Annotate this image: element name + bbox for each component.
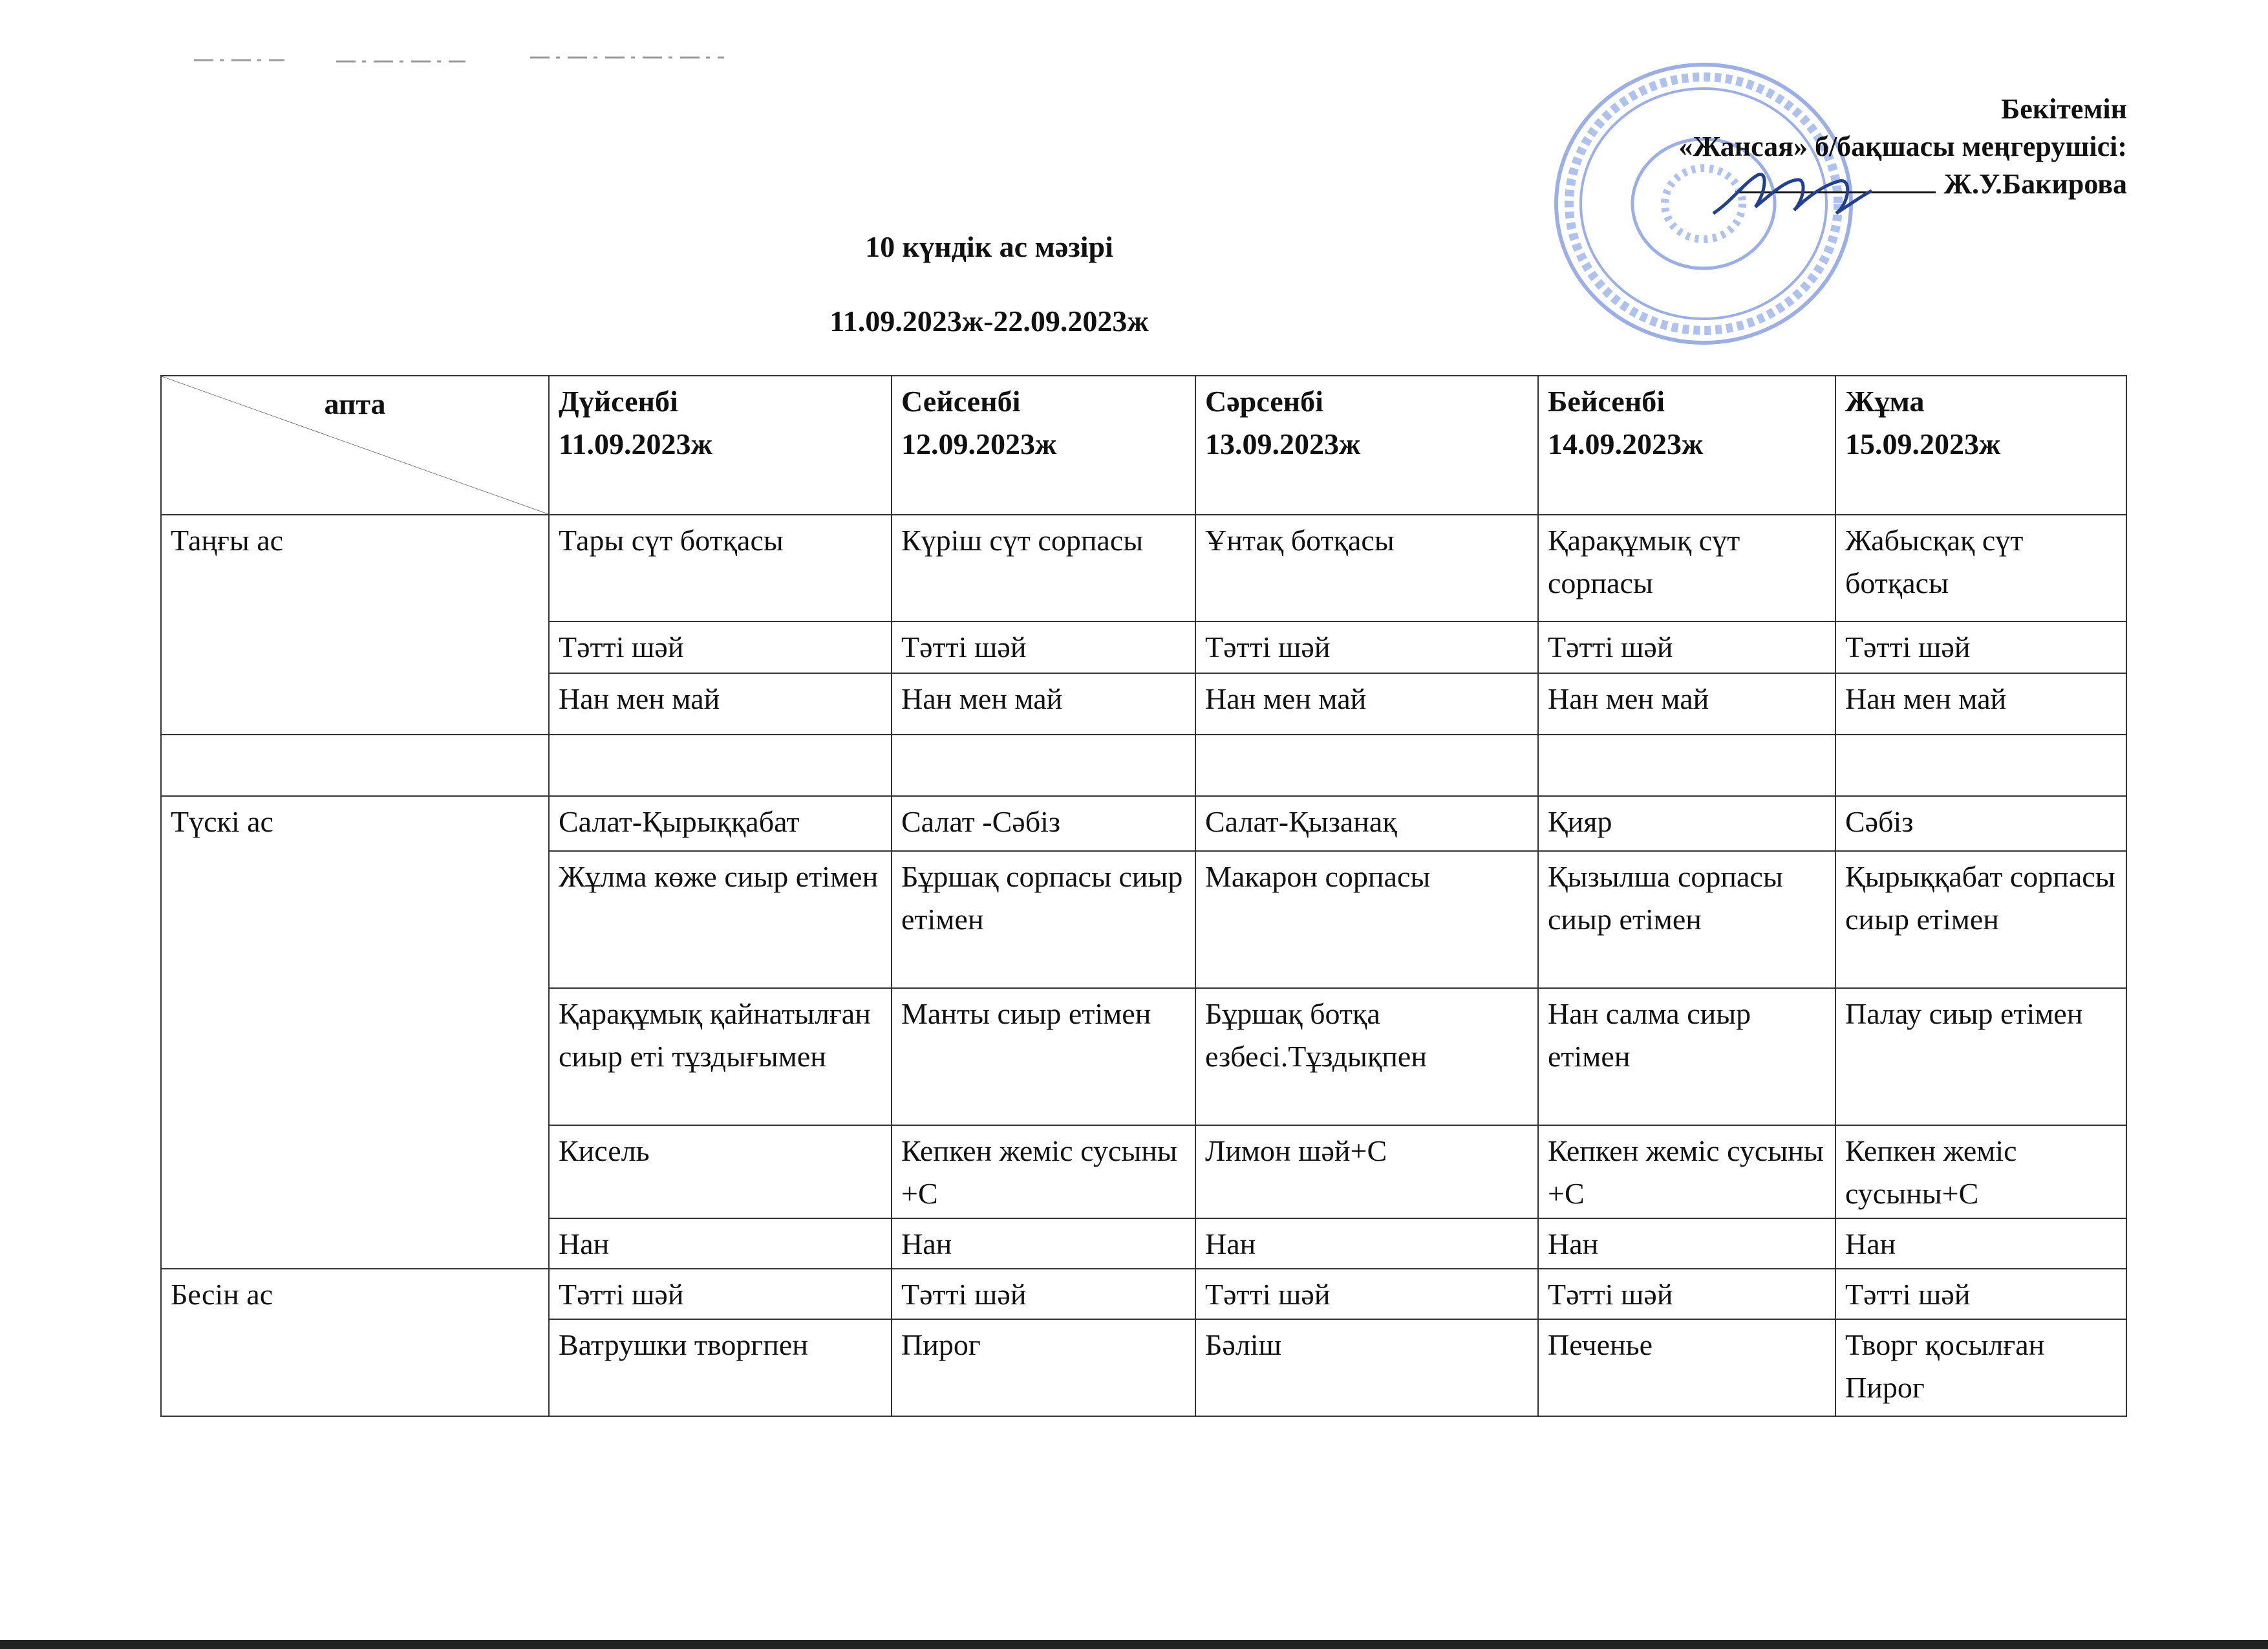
menu-cell: Салат -Сәбіз [892,796,1195,851]
menu-cell: Жұлма көже сиыр етімен [549,851,892,988]
corner-header [161,376,549,515]
day-date: 12.09.2023ж [901,427,1057,460]
menu-cell: Пирог [892,1319,1195,1416]
empty-cell [892,735,1195,796]
day-name: Сәрсенбі [1205,385,1323,418]
menu-cell: Манты сиыр етімен [892,988,1195,1125]
menu-cell: Тәтті шәй [1195,621,1538,673]
table-row [161,515,2126,621]
empty-row [161,735,2126,796]
menu-cell: Нан мен май [549,673,892,735]
menu-cell: Тәтті шәй [549,1269,892,1319]
approval-heading: Бекітемін [2001,93,2127,125]
approval-position: «Жансая» б/бақшасы меңгерушісі: [1678,131,2127,162]
empty-cell [1538,735,1835,796]
menu-cell: Тәтті шәй [1195,1269,1538,1319]
menu-cell: Тәтті шәй [1538,621,1835,673]
menu-cell: Қияр [1538,796,1835,851]
menu-cell: Макарон сорпасы [1195,851,1538,988]
menu-cell: Салат-Қызанақ [1195,796,1538,851]
menu-cell: Палау сиыр етімен [1835,988,2126,1125]
menu-cell: Нан [1195,1218,1538,1269]
menu-cell: Тәтті шәй [549,621,892,673]
table-row [161,796,2126,851]
day-date: 15.09.2023ж [1845,427,2001,460]
menu-cell: Бұршақ сорпасы сиыр етімен [892,851,1195,988]
menu-cell: Жабысқақ сүт ботқасы [1835,515,2126,621]
menu-table [160,375,2127,1417]
empty-cell [161,735,549,796]
menu-cell: Сәбіз [1835,796,2126,851]
menu-cell: Салат-Қырыққабат [549,796,892,851]
day-header [1195,376,1538,515]
table-row [161,1269,2126,1319]
menu-cell: Нан [1835,1218,2126,1269]
menu-cell: Кисель [549,1125,892,1218]
menu-cell: Нан салма сиыр етімен [1538,988,1835,1125]
menu-cell: Нан [892,1218,1195,1269]
page-title: 10 күндік ас мәзірі [865,230,1113,263]
handwritten-signature [1707,155,1875,233]
menu-cell: Нан мен май [892,673,1195,735]
menu-cell: Творг қосылған Пирог [1835,1319,2126,1416]
menu-cell: Бұршақ ботқа езбесі.Тұздықпен [1195,988,1538,1125]
scan-edge-bar [0,1640,2268,1649]
header-row [161,376,2126,515]
meal-label-lunch: Түскі ас [161,796,549,1269]
menu-cell: Нан [549,1218,892,1269]
menu-cell: Қырыққабат сорпасы сиыр етімен [1835,851,2126,988]
empty-cell [549,735,892,796]
menu-cell: Қызылша сорпасы сиыр етімен [1538,851,1835,988]
menu-cell: Ұнтақ ботқасы [1195,515,1538,621]
menu-cell: Тәтті шәй [892,1269,1195,1319]
day-header [549,376,892,515]
menu-cell: Қарақұмық қайнатылған сиыр еті тұздығымен [549,988,892,1125]
day-name: Бейсенбі [1548,385,1665,418]
day-header [1538,376,1835,515]
scan-artifact [194,48,744,68]
week-label: апта [324,387,386,420]
menu-cell: Тары сүт ботқасы [549,515,892,621]
period-title: 11.09.2023ж-22.09.2023ж [829,305,1149,338]
menu-cell: Тәтті шәй [1835,621,2126,673]
day-header [1835,376,2126,515]
menu-cell: Күріш сүт сорпасы [892,515,1195,621]
empty-cell [1835,735,2126,796]
day-name: Дүйсенбі [559,385,678,418]
day-name: Сейсенбі [901,385,1021,418]
menu-cell: Печенье [1538,1319,1835,1416]
menu-cell: Бәліш [1195,1319,1538,1416]
menu-cell: Тәтті шәй [1538,1269,1835,1319]
day-date: 14.09.2023ж [1548,427,1704,460]
menu-cell: Нан [1538,1218,1835,1269]
meal-label-snack: Бесін ас [161,1269,549,1416]
menu-cell: Нан мен май [1538,673,1835,735]
menu-cell: Тәтті шәй [1835,1269,2126,1319]
menu-cell: Кепкен жеміс сусыны+С [1835,1125,2126,1218]
menu-cell: Тәтті шәй [892,621,1195,673]
menu-cell: Лимон шәй+С [1195,1125,1538,1218]
menu-cell: Нан мен май [1195,673,1538,735]
day-name: Жұма [1845,385,1925,418]
approver-name: Ж.У.Бакирова [1943,168,2127,200]
meal-label-breakfast: Таңғы ас [161,515,549,735]
day-header [892,376,1195,515]
day-date: 11.09.2023ж [559,427,712,460]
menu-cell: Кепкен жеміс сусыны +С [892,1125,1195,1218]
menu-cell: Ватрушки творгпен [549,1319,892,1416]
menu-cell: Кепкен жеміс сусыны +С [1538,1125,1835,1218]
menu-cell: Қарақұмық сүт сорпасы [1538,515,1835,621]
day-date: 13.09.2023ж [1205,427,1361,460]
empty-cell [1195,735,1538,796]
menu-cell: Нан мен май [1835,673,2126,735]
